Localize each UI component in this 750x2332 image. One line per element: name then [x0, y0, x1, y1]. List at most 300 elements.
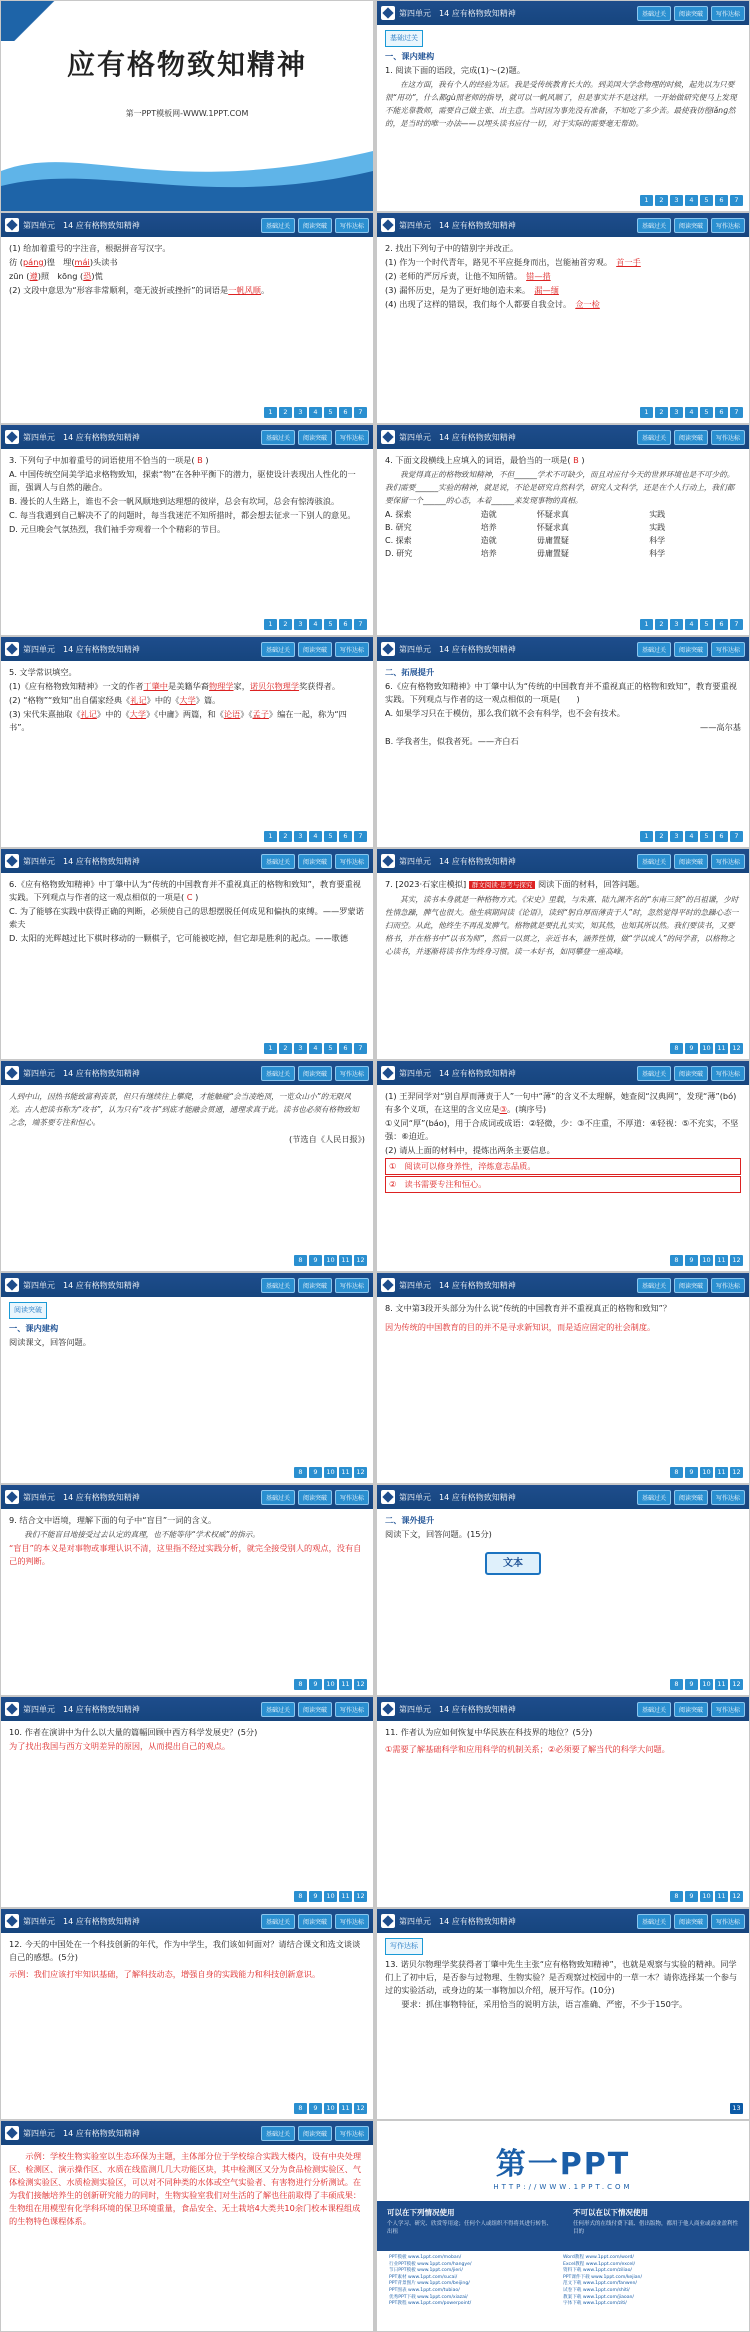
page-button[interactable]: 8 — [670, 1043, 683, 1054]
unit-icon — [5, 1066, 19, 1080]
answer-line: 彷 (páng)徨 埋(mái)头读书 — [9, 257, 118, 267]
resource-links — [377, 2255, 749, 2308]
slide-19 — [1, 1909, 373, 2119]
page-button[interactable]: 11 — [715, 1467, 728, 1478]
page-button[interactable]: 5 — [700, 195, 713, 206]
slide-14 — [377, 1273, 749, 1483]
page-button[interactable]: 3 — [670, 831, 683, 842]
pager — [294, 1255, 367, 1266]
slide-header: 第四单元 14 应有格物致知精神 基础过关 阅读突破 写作达标 — [1, 1061, 373, 1085]
page-button[interactable]: 6 — [339, 1043, 352, 1054]
pager — [294, 1679, 367, 1690]
page-button[interactable]: 12 — [730, 1467, 743, 1478]
nav-basic[interactable]: 基础过关 — [261, 854, 295, 869]
nav-reading[interactable]: 阅读突破 — [674, 642, 708, 657]
source: (节选自《人民日报》) — [289, 1134, 365, 1144]
nav-reading[interactable]: 阅读突破 — [298, 642, 332, 657]
option-a: A. 中国传统空间美学追求格物致知，探索“物”在各种平衡下的潜力，驱使设计表现出人性化的一面，强调人与自然的融合。 — [9, 469, 356, 492]
page-button[interactable]: 2 — [279, 619, 292, 630]
answer-line: zūn (遵)照 kōng (恐)慌 — [9, 271, 103, 281]
nav-basic[interactable]: 基础过关 — [261, 642, 295, 657]
page-button[interactable]: 6 — [339, 831, 352, 842]
page-button[interactable]: 7 — [354, 831, 367, 842]
nav-basic[interactable]: 基础过关 — [261, 2126, 295, 2141]
nav-reading[interactable]: 阅读突破 — [674, 1914, 708, 1929]
page-button[interactable]: 5 — [324, 407, 337, 418]
page-button[interactable]: 8 — [294, 1891, 307, 1902]
question: 3. 下列句子中加着重号的词语使用不恰当的一项是( B ) — [9, 455, 209, 465]
slide-header: 第四单元 14 应有格物致知精神 基础过关 阅读突破 写作达标 — [377, 1909, 749, 1933]
unit-icon — [5, 1278, 19, 1292]
nav-writing[interactable]: 写作达标 — [335, 1066, 369, 1081]
page-button[interactable]: 2 — [655, 619, 668, 630]
page-button[interactable]: 6 — [715, 831, 728, 842]
resource-link[interactable]: 范文下载 www.1ppt.com/fanwen/ — [563, 2281, 637, 2287]
nav-writing[interactable]: 写作达标 — [335, 854, 369, 869]
page-button[interactable]: 11 — [715, 1255, 728, 1266]
page-button[interactable]: 7 — [354, 1043, 367, 1054]
page-button[interactable]: 10 — [700, 1255, 713, 1266]
page-button[interactable]: 6 — [715, 195, 728, 206]
usage-band — [377, 2201, 749, 2251]
page-button[interactable]: 5 — [324, 1043, 337, 1054]
page-button[interactable]: 10 — [324, 1679, 337, 1690]
resource-link[interactable]: PPT图表 www.1ppt.com/tubiao/ — [389, 2287, 460, 2293]
slide-header: 第四单元 14 应有格物致知精神 基础过关 阅读突破 写作达标 — [377, 1485, 749, 1509]
resource-link[interactable]: PPT模板 www.1ppt.com/moban/ — [389, 2255, 462, 2260]
page-button[interactable]: 6 — [339, 619, 352, 630]
resource-link[interactable]: 优秀PPT下载 www.1ppt.com/xiazai/ — [389, 2294, 468, 2300]
cover-site: 第一PPT模板网-WWW.1PPT.COM — [125, 109, 249, 118]
page-button[interactable]: 4 — [685, 195, 698, 206]
resource-link[interactable]: 试卷下载 www.1ppt.com/shiti/ — [563, 2287, 630, 2293]
slide-header: 第四单元 14 应有格物致知精神 基础过关 阅读突破 写作达标 — [377, 1061, 749, 1085]
pager — [640, 619, 743, 630]
slide-header: 第四单元 14 应有格物致知精神 基础过关 阅读突破 写作达标 — [1, 1485, 373, 1509]
page-button[interactable]: 8 — [670, 1467, 683, 1478]
page-button[interactable]: 8 — [670, 1255, 683, 1266]
page-button[interactable]: 7 — [730, 407, 743, 418]
slide-header: 第四单元 14 应有格物致知精神 基础过关 阅读突破 写作达标 — [377, 1697, 749, 1721]
corner-decoration — [1, 1, 57, 41]
resource-link[interactable]: 教案下载 www.1ppt.com/jiaoan/ — [563, 2294, 634, 2300]
nav-writing[interactable]: 写作达标 — [711, 1490, 745, 1505]
page-button[interactable]: 10 — [700, 1467, 713, 1478]
pager — [670, 1679, 743, 1690]
pager — [640, 831, 743, 842]
section-title: 一、课内建构 — [9, 1323, 59, 1333]
nav-writing[interactable]: 写作达标 — [335, 1490, 369, 1505]
nav-basic[interactable]: 基础过关 — [261, 430, 295, 445]
question: 2. 找出下列句子中的错别字并改正。 — [385, 243, 519, 253]
page-button[interactable]: 2 — [655, 831, 668, 842]
nav-reading[interactable]: 阅读突破 — [674, 1278, 708, 1293]
nav-reading[interactable]: 阅读突破 — [674, 1066, 708, 1081]
nav-basic[interactable]: 基础过关 — [637, 1278, 671, 1293]
option-d: D. 元旦晚会气氛热烈，我们袖手旁观着一个个精彩的节目。 — [9, 524, 226, 534]
option-a: A. 如果学习只在于模仿，那么我们就不会有科学，也不会有技术。 — [385, 708, 625, 718]
page-button[interactable]: 9 — [309, 1467, 322, 1478]
nav-writing[interactable]: 写作达标 — [335, 642, 369, 657]
unit-icon — [381, 642, 395, 656]
pager — [264, 619, 367, 630]
nav-reading[interactable]: 阅读突破 — [298, 1278, 332, 1293]
nav-writing[interactable]: 写作达标 — [335, 430, 369, 445]
question: 12. 今天的中国处在一个科技创新的年代，作为中学生，我们该如何面对？请结合课文和选文谈谈自己的感想。(5分) — [9, 1939, 361, 1962]
slide-7: 第四单元 14 应有格物致知精神 基础过关 阅读突破 写作达标 5. 文学常识填空。 (1)《应有格物致知精神》一文的作者丁肇中是美籍华裔物理学家，诺贝尔物理学奖获得者。 (2) “格物”“致知”出自儒家经典《礼记》中的《大学》篇。 (3) 宋代朱熹抽取《礼记》中的《大学》《中庸》两篇，和《论语》《孟子》编在一起，称为“四书”。 1 2 3 4 5 6 7 — [1, 637, 373, 847]
nav-basic[interactable]: 基础过关 — [261, 1278, 295, 1293]
question: (1) 给加着重号的字注音，根据拼音写汉字。 — [9, 243, 171, 253]
page-button[interactable]: 1 — [640, 195, 653, 206]
options-table — [385, 508, 705, 560]
slide-brand — [377, 2121, 749, 2331]
nav-reading[interactable]: 阅读突破 — [298, 2126, 332, 2141]
page-button[interactable]: 10 — [700, 1043, 713, 1054]
resource-link[interactable]: PPT课件下载 www.1ppt.com/kejian/ — [563, 2274, 643, 2280]
page-button[interactable]: 4 — [309, 407, 322, 418]
page-button[interactable]: 1 — [264, 1043, 277, 1054]
page-button[interactable]: 1 — [640, 619, 653, 630]
slide-13 — [1, 1273, 373, 1483]
brand-logo: 第一PPT — [495, 2147, 631, 2182]
option-d: D. 太阳的光辉越过比下棋时移动的一颗棋子，它可能被吃掉，但它却是胜利的起点。——歌德 — [9, 933, 349, 943]
page-button[interactable]: 3 — [294, 1043, 307, 1054]
nav-reading[interactable]: 阅读突破 — [298, 430, 332, 445]
answer-1: ① 阅读可以修身养性，淬炼意志品质。 — [385, 1158, 741, 1175]
sample-answer: 示例：学校生物实验室以生态环保为主题，主体部分位于学校综合实践大楼内，设有中央处理区、检测区、演示操作区、水质在线监测几几大功能区块，其中检测区又分为食品检测实验区、气体检测实验区、水质检测实验区，可以对不同种类的水体或空气实验者、有害物进行分析测试。在为我们接触培养生的创新研究能力的同时，生物实验室我们对生活的了解也往前取得了丰硕成果：生物组在用模型有化学科环境的保卫环境重量，食品安全、无土栽培4大类共10余门校本课程组成的生物特色课程体系。 — [9, 2151, 362, 2226]
unit-icon — [5, 1914, 19, 1928]
nav-reading[interactable]: 阅读突破 — [674, 854, 708, 869]
page-button[interactable]: 11 — [339, 1891, 352, 1902]
slide-9 — [1, 849, 373, 1059]
page-button[interactable]: 8 — [670, 1679, 683, 1690]
page-button[interactable]: 7 — [354, 407, 367, 418]
nav-writing[interactable]: 写作达标 — [335, 1914, 369, 1929]
resource-link[interactable]: PPT素材 www.1ppt.com/sucai/ — [389, 2274, 458, 2280]
page-button[interactable]: 2 — [279, 831, 292, 842]
quote: 我们不能盲目地接受过去认定的真理，也不能等待“学术权威”的指示。 — [9, 1530, 260, 1539]
answer-2: ② 读书需要专注和恒心。 — [385, 1176, 741, 1193]
page-button[interactable]: 8 — [670, 1891, 683, 1902]
page-button[interactable]: 10 — [324, 2103, 337, 2114]
page-button[interactable]: 12 — [730, 1679, 743, 1690]
page-button[interactable]: 8 — [294, 1255, 307, 1266]
nav-basic[interactable]: 基础过关 — [261, 1702, 295, 1717]
nav-basic[interactable]: 基础过关 — [637, 1914, 671, 1929]
page-button[interactable]: 8 — [294, 1467, 307, 1478]
nav-reading[interactable]: 阅读突破 — [674, 1702, 708, 1717]
question: 13. 诺贝尔物理学奖获得者丁肇中先生主张“应有格物致知精神”，也就是观察与实验的精神。同学们上了初中后，是否参与过物理、生物实验？是否观察过校园中的一草一木？请你选择某一个参与过的实验活动，或身边的某一事物加以介绍，展开写作。(10分) — [385, 1959, 738, 1995]
unit-icon — [5, 2126, 19, 2140]
pager — [264, 831, 367, 842]
nav-writing[interactable]: 写作达标 — [335, 1278, 369, 1293]
slide-header: 第四单元 14 应有格物致知精神 基础过关 阅读突破 写作达标 — [377, 1, 749, 25]
slide-header: 第四单元 14 应有格物致知精神 基础过关 阅读突破 写作达标 — [1, 213, 373, 237]
slide-21 — [1, 2121, 373, 2331]
page-button[interactable]: 11 — [715, 1043, 728, 1054]
answer: 因为传统的中国教育的目的并不是寻求新知识，而是适应固定的社会制度。 — [385, 1322, 656, 1332]
page-button[interactable]: 9 — [685, 1255, 698, 1266]
nav-writing[interactable]: 写作达标 — [711, 1914, 745, 1929]
links-column-2 — [563, 2255, 737, 2308]
nav-reading[interactable]: 阅读突破 — [298, 854, 332, 869]
nav-reading[interactable]: 阅读突破 — [298, 1702, 332, 1717]
question: (2) 文段中意思为“形容非常顺利，毫无波折或挫折”的词语是一帆风顺。 — [9, 285, 270, 295]
page-button[interactable]: 4 — [685, 407, 698, 418]
nav-writing[interactable]: 写作达标 — [711, 1066, 745, 1081]
slide-18 — [377, 1697, 749, 1907]
nav-basic[interactable]: 基础过关 — [261, 218, 295, 233]
page-button[interactable]: 7 — [730, 619, 743, 630]
nav-reading[interactable]: 阅读突破 — [298, 1490, 332, 1505]
page-button[interactable]: 7 — [730, 195, 743, 206]
pager — [294, 2103, 367, 2114]
option-c: C. 为了能够在实践中获得正确的判断，必须使自己的思想摆脱任何成见和偏执的束缚。——罗蒙诺索夫 — [9, 906, 364, 929]
text-button[interactable]: 文本 — [485, 1552, 541, 1575]
page-button[interactable]: 1 — [264, 407, 277, 418]
nav-basic[interactable]: 基础过关 — [261, 1914, 295, 1929]
passage: 我觉得真正的格物致知精神，不但______学术不可缺少，而且对应付今天的世界环境也是不可少的。我们需要______实验的精神，就是说，不论是研究自然科学，研究人文科学，还是在个人行动上，我们都要保留一个______的心态，本着______来发现事物的真相。 — [385, 470, 735, 505]
unit-icon — [381, 854, 395, 868]
question: 阅读下文，回答问题。(15分) — [385, 1529, 492, 1539]
question: 1. 阅读下面的语段，完成(1)～(2)题。 — [385, 65, 526, 75]
question: 8. 文中第3段开头部分为什么说“传统的中国教育并不重视真正的格物和致知”？ — [385, 1303, 672, 1313]
page-button[interactable]: 12 — [730, 1255, 743, 1266]
resource-link[interactable]: 节日PPT模板 www.1ppt.com/jieri/ — [389, 2268, 463, 2274]
page-button[interactable]: 12 — [354, 1255, 367, 1266]
page-button[interactable]: 1 — [640, 831, 653, 842]
page-button[interactable]: 3 — [670, 195, 683, 206]
page-button[interactable]: 12 — [354, 2103, 367, 2114]
nav-writing[interactable]: 写作达标 — [711, 1702, 745, 1717]
nav-basic[interactable]: 基础过关 — [637, 642, 671, 657]
slide-2 — [377, 1, 749, 211]
page-button[interactable]: 9 — [309, 2103, 322, 2114]
usage-allowed: 可以在下列情况使用 个人学习、研究、欣赏等用途；任何个人或组织不得将其进行转售、出租 — [387, 2208, 553, 2235]
nav-writing[interactable]: 写作达标 — [711, 854, 745, 869]
page-button[interactable]: 12 — [354, 1891, 367, 1902]
requirements: 要求：抓住事物特征，采用恰当的说明方法，语言准确、严密，不少于150字。 — [385, 1999, 688, 2009]
nav-writing[interactable]: 写作达标 — [711, 6, 745, 21]
slide-header: 第四单元 14 应有格物致知精神 基础过关 阅读突破 写作达标 — [1, 849, 373, 873]
page-button[interactable]: 11 — [715, 1891, 728, 1902]
page-button[interactable]: 2 — [279, 407, 292, 418]
page-button[interactable]: 3 — [670, 407, 683, 418]
page-button[interactable]: 11 — [339, 1255, 352, 1266]
slide-cover — [1, 1, 373, 211]
page-button[interactable]: 12 — [354, 1679, 367, 1690]
page-button[interactable]: 4 — [685, 619, 698, 630]
nav-reading[interactable]: 阅读突破 — [298, 218, 332, 233]
page-button[interactable]: 5 — [700, 831, 713, 842]
page-button[interactable]: 5 — [700, 619, 713, 630]
page-button[interactable]: 10 — [324, 1255, 337, 1266]
page-button[interactable]: 12 — [730, 1891, 743, 1902]
pager — [730, 2103, 743, 2114]
page-button[interactable]: 3 — [294, 407, 307, 418]
section-tag: 基础过关 — [385, 30, 423, 47]
nav-basic[interactable]: 基础过关 — [637, 6, 671, 21]
page-button[interactable]: 9 — [309, 1891, 322, 1902]
page-button[interactable]: 5 — [700, 407, 713, 418]
page-button[interactable]: 2 — [655, 195, 668, 206]
page-button[interactable]: 4 — [685, 831, 698, 842]
nav-writing[interactable]: 写作达标 — [711, 218, 745, 233]
resource-link[interactable]: 资料下载 www.1ppt.com/ziliao/ — [563, 2268, 632, 2274]
page-button[interactable]: 1 — [640, 407, 653, 418]
page-button[interactable]: 4 — [309, 1043, 322, 1054]
page-button[interactable]: 12 — [730, 1043, 743, 1054]
resource-link[interactable]: PPT教程 www.1ppt.com/powerpoint/ — [389, 2301, 472, 2307]
definitions: ①义同“厚”(báo)，用于合成词或成语：②轻微，少：③不庄重，不厚道：④轻视：⑤不充实，不坚强：⑥迫近。 — [385, 1118, 739, 1141]
page-button[interactable]: 2 — [655, 407, 668, 418]
pager — [670, 1255, 743, 1266]
nav-basic[interactable]: 基础过关 — [637, 1066, 671, 1081]
unit-icon — [381, 1914, 395, 1928]
page-button[interactable]: 1 — [264, 619, 277, 630]
slide-8 — [377, 637, 749, 847]
answer: 示例：我们应该打牢知识基础，了解科技动态，增强自身的实践能力和科技创新意识。 — [9, 1969, 321, 1979]
nav-basic[interactable]: 基础过关 — [637, 854, 671, 869]
page-button[interactable]: 9 — [685, 1679, 698, 1690]
question: 11. 作者认为应如何恢复中华民族在科技界的地位？(5分) — [385, 1727, 593, 1737]
page-button[interactable]: 10 — [700, 1891, 713, 1902]
page-button[interactable]: 6 — [339, 407, 352, 418]
nav-reading[interactable]: 阅读突破 — [298, 1914, 332, 1929]
resource-link[interactable]: Word教程 www.1ppt.com/word/ — [563, 2255, 634, 2260]
page-button[interactable]: 2 — [279, 1043, 292, 1054]
page-button[interactable]: 7 — [730, 831, 743, 842]
question: 5. 文学常识填空。 — [9, 667, 77, 677]
slide-15 — [1, 1485, 373, 1695]
page-button[interactable]: 10 — [700, 1679, 713, 1690]
nav-reading[interactable]: 阅读突破 — [298, 1066, 332, 1081]
slide-header: 第四单元 14 应有格物致知精神 基础过关 阅读突破 写作达标 — [377, 213, 749, 237]
page-button[interactable]: 9 — [685, 1891, 698, 1902]
resource-link[interactable]: 行业PPT模板 www.1ppt.com/hangye/ — [389, 2261, 472, 2267]
nav-reading[interactable]: 阅读突破 — [674, 218, 708, 233]
slide-3 — [1, 213, 373, 423]
nav-reading[interactable]: 阅读突破 — [674, 1490, 708, 1505]
answer: “盲目”的本义是对事物或事理认识不清，这里指不经过实践分析，就完全接受别人的观点，没有自己的判断。 — [9, 1543, 362, 1566]
wave-decoration — [1, 131, 373, 211]
page-button[interactable]: 11 — [339, 1679, 352, 1690]
nav-writing[interactable]: 写作达标 — [711, 1278, 745, 1293]
usage-forbidden: 不可以在以下情况使用 任何形式的在线付费下载、借出版物，都用于他人商业或商业盈利性目的 — [573, 2208, 739, 2235]
page-button[interactable]: 9 — [309, 1679, 322, 1690]
question: 6.《应有格物致知精神》中丁肇中认为“传统的中国教育并不重视真正的格物和致知”，教育要重视实践。下列观点与作者的这一观点相似的一项是( C ) — [9, 879, 361, 902]
page-button[interactable]: 5 — [324, 619, 337, 630]
unit-icon — [5, 430, 19, 444]
page-button[interactable]: 4 — [309, 831, 322, 842]
page-button[interactable]: 11 — [339, 1467, 352, 1478]
category-tag: 群文阅读·思考与探究 — [469, 881, 536, 889]
page-button[interactable]: 3 — [294, 619, 307, 630]
resource-link[interactable]: Excel教程 www.1ppt.com/excel/ — [563, 2261, 636, 2267]
slide-6 — [377, 425, 749, 635]
option-b: B. 学我者生，似我者死。——齐白石 — [385, 736, 519, 746]
page-button[interactable]: 9 — [685, 1467, 698, 1478]
pager — [640, 195, 743, 206]
question: 6.《应有格物致知精神》中丁肇中认为“传统的中国教育并不重视真正的格物和致知”，教育要重视实践。下列观点与作者的这一观点相似的一项是( ) — [385, 681, 737, 704]
nav-basic[interactable]: 基础过关 — [261, 1066, 295, 1081]
page-button[interactable]: 7 — [354, 619, 367, 630]
page-button[interactable]: 12 — [354, 1467, 367, 1478]
page-button[interactable]: 5 — [324, 831, 337, 842]
page-button[interactable]: 3 — [294, 831, 307, 842]
pager — [670, 1043, 743, 1054]
slide-4: 第四单元 14 应有格物致知精神 基础过关 阅读突破 写作达标 2. 找出下列句子中的错别字并改正。 (1) 作为一个时代青年，路见不平应挺身而出，岂能袖首旁观。 首一手 (2) 老师的严厉斥责，让他不知所错。 错—措 (3) 漏怀历史，是为了更好地创造未来。 漏—缅 (4) 出现了这样的错误，我们每个人都要自我佥讨。 佥一检 1 2 3 4 5 6 7 — [377, 213, 749, 423]
page-button[interactable]: 10 — [324, 1467, 337, 1478]
page-button[interactable]: 11 — [339, 2103, 352, 2114]
passage: 人到中山，因热书能致富利丧景，但只有继续往上攀爬，才能触碰“会当凌绝顶，一览众山小”的无限风光。古人把读书称为“攻书”，认为只有“攻书”到底才能融会贯通，通理求真于此。读书也必须有格物致知之念，端茶要专注和恒心。 — [9, 1092, 359, 1127]
nav-basic[interactable]: 基础过关 — [637, 430, 671, 445]
nav-reading[interactable]: 阅读突破 — [674, 430, 708, 445]
unit-icon — [381, 1278, 395, 1292]
slide-12 — [377, 1061, 749, 1271]
slide-header: 第四单元 14 应有格物致知精神 基础过关 阅读突破 写作达标 — [1, 637, 373, 661]
nav-writing[interactable]: 写作达标 — [335, 218, 369, 233]
page-button[interactable]: 1 — [264, 831, 277, 842]
nav-basic[interactable]: 基础过关 — [637, 1702, 671, 1717]
slide-header: 第四单元 14 应有格物致知精神 基础过关 阅读突破 写作达标 — [377, 637, 749, 661]
question: 7. [2023·石家庄模拟] 群文阅读·思考与探究 阅读下面的材料，回答问题。 — [385, 879, 645, 889]
unit-icon — [5, 1490, 19, 1504]
pager — [294, 1467, 367, 1478]
nav-basic[interactable]: 基础过关 — [261, 1490, 295, 1505]
resource-link[interactable]: 字体下载 www.1ppt.com/ziti/ — [563, 2301, 627, 2307]
nav-reading[interactable]: 阅读突破 — [674, 6, 708, 21]
answer: 为了找出我国与西方文明差异的原因，从而提出自己的观点。 — [9, 1741, 231, 1751]
passage: 其实，读书本身就是一种格物方式。《宋史》里载，与朱熹、陆九渊齐名的“东南三贤”的吕祖谦，少时性情急躁，脾气也很大。他生病期间读《论语》，读到“躬自厚而薄责于人”时，忽然觉得平时的急躁心态一扫而空。从此，他终生不再乱发脾气。格物就是要扎扎实实，知其然，也知其所以然。我们要读书，又要格书，并在格书中“以书为师”，然后一以贯之，亲近书本，涵养性情，做“学以成人”的问学者，以格物之心读书，并逐渐将读书作为终身习惯。读一本好书，如同攀登一座高峰。 — [385, 895, 739, 956]
pager — [264, 407, 367, 418]
option-a-author: ——高尔基 — [700, 722, 741, 732]
nav-writing[interactable]: 写作达标 — [335, 2126, 369, 2141]
resource-link[interactable]: PPT背景图片 www.1ppt.com/beijing/ — [389, 2281, 470, 2287]
nav-writing[interactable]: 写作达标 — [711, 642, 745, 657]
page-button[interactable]: 6 — [715, 619, 728, 630]
unit-icon — [381, 218, 395, 232]
nav-writing[interactable]: 写作达标 — [711, 430, 745, 445]
nav-basic[interactable]: 基础过关 — [637, 1490, 671, 1505]
page-button[interactable]: 9 — [685, 1043, 698, 1054]
question: 9. 结合文中语境，理解下面的句子中“盲目”一词的含义。 — [9, 1515, 217, 1525]
slide-20 — [377, 1909, 749, 2119]
page-button[interactable]: 8 — [294, 1679, 307, 1690]
page-button[interactable]: 9 — [309, 1255, 322, 1266]
cover-title: 应有格物致知精神 — [66, 48, 307, 81]
pager — [264, 1043, 367, 1054]
page-button[interactable]: 4 — [309, 619, 322, 630]
page-button[interactable]: 11 — [715, 1679, 728, 1690]
option-row: D. 研究 培养 毋庸置疑 科学 — [385, 549, 666, 558]
unit-icon — [381, 1702, 395, 1716]
page-button[interactable]: 3 — [670, 619, 683, 630]
page-button[interactable]: 13 — [730, 2103, 743, 2114]
slide-header: 第四单元 14 应有格物致知精神 基础过关 阅读突破 写作达标 — [1, 1697, 373, 1721]
unit-icon — [381, 1066, 395, 1080]
page-button[interactable]: 8 — [294, 2103, 307, 2114]
page-button[interactable]: 10 — [324, 1891, 337, 1902]
section-title: 一、课内建构 — [385, 51, 435, 61]
nav-basic[interactable]: 基础过关 — [637, 218, 671, 233]
brand-url[interactable]: HTTP://WWW.1PPT.COM — [493, 2183, 633, 2191]
slide-header: 第四单元 14 应有格物致知精神 基础过关 阅读突破 写作达标 — [1, 1273, 373, 1297]
slide-16 — [377, 1485, 749, 1695]
question: 10. 作者在演讲中为什么以大量的篇幅回顾中西方科学发展史？(5分) — [9, 1727, 258, 1737]
nav-writing[interactable]: 写作达标 — [335, 1702, 369, 1717]
page-button[interactable]: 6 — [715, 407, 728, 418]
